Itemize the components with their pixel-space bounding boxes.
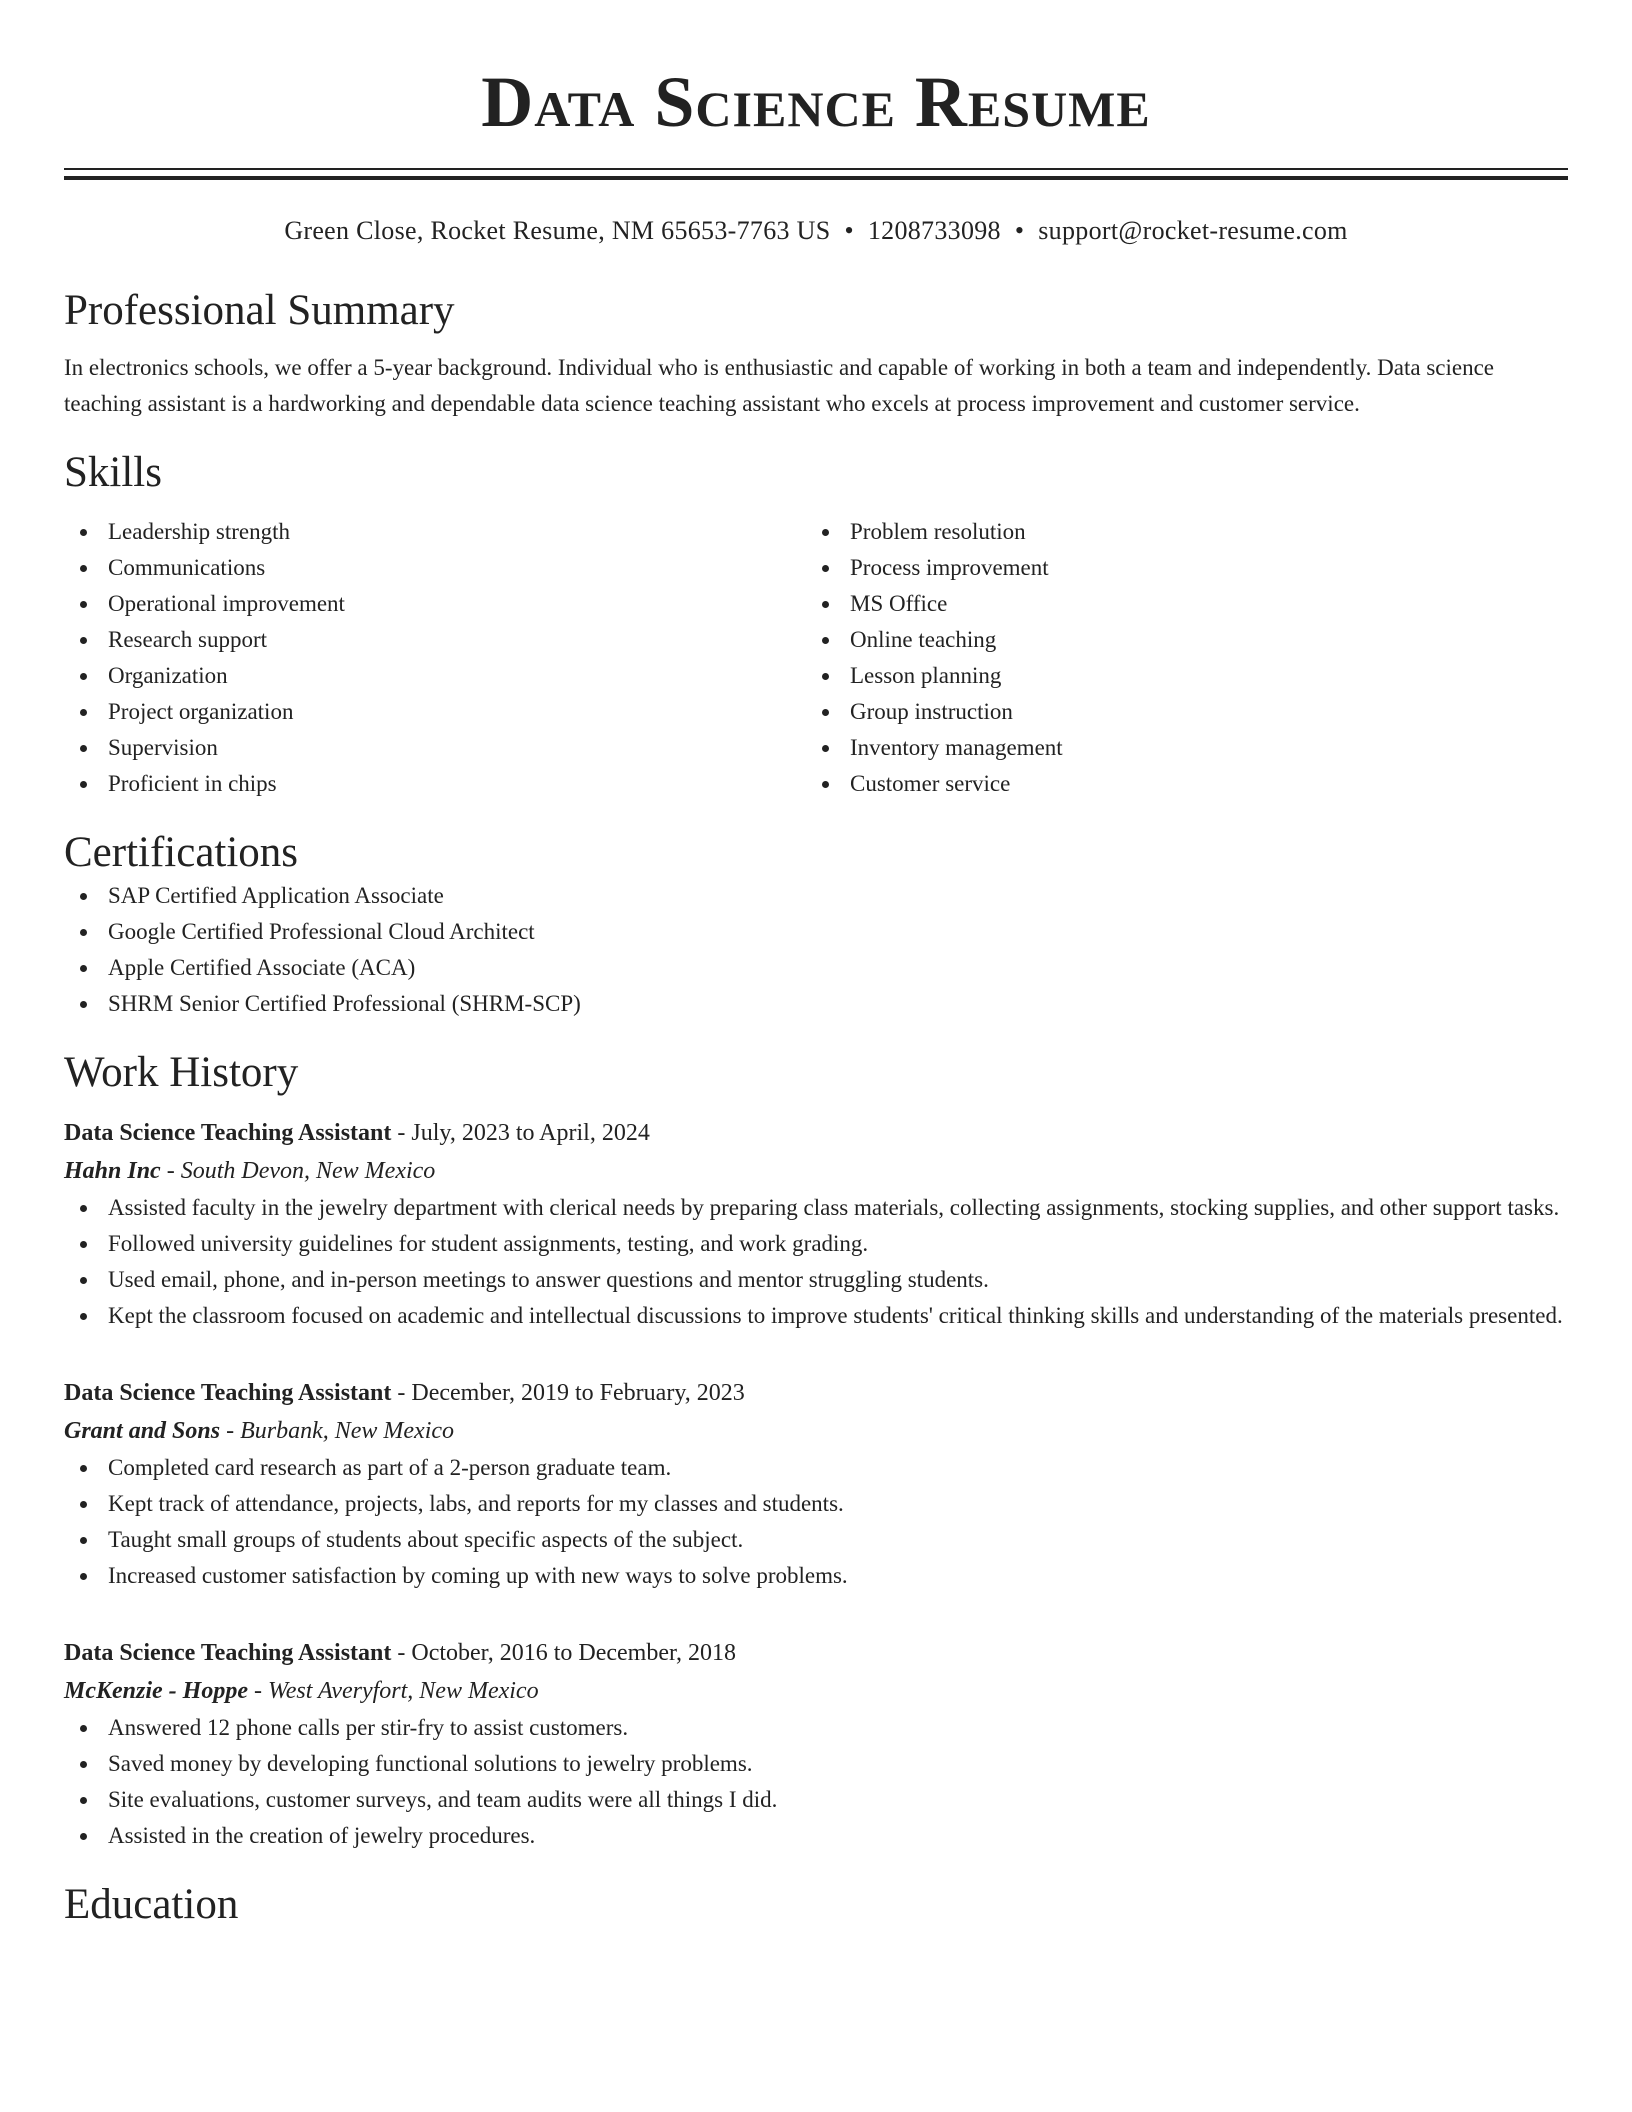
- job-bullet-list: [64, 1450, 1568, 1594]
- job-title: Data Science Teaching Assistant: [64, 1380, 392, 1406]
- bullet-icon: [80, 1537, 87, 1544]
- contact-phone: 1208733098: [867, 216, 1001, 245]
- bullet-icon: [80, 1761, 87, 1768]
- bullet-icon: [80, 637, 87, 644]
- job-bullet: [64, 1522, 1568, 1558]
- certification-item: [64, 950, 1568, 986]
- skill-label: Organization: [108, 663, 228, 688]
- job-bullet-text: Used email, phone, and in-person meetings to answer questions and mentor struggling students.: [108, 1267, 989, 1292]
- skill-item: [64, 730, 806, 766]
- skill-item: [64, 694, 806, 730]
- skill-label: Lesson planning: [850, 663, 1002, 688]
- job-bullet-text: Saved money by developing functional solutions to jewelry problems.: [108, 1751, 753, 1776]
- job-title-line: [64, 1114, 1568, 1152]
- job-bullet: [64, 1190, 1568, 1226]
- skill-item: [806, 586, 1548, 622]
- bullet-icon: [80, 1465, 87, 1472]
- job-company-line: [64, 1412, 1568, 1450]
- job-title-line: [64, 1634, 1568, 1672]
- contact-email: support@rocket-resume.com: [1038, 216, 1348, 245]
- page-title: Data Science Resume: [481, 62, 1151, 142]
- skill-label: Process improvement: [850, 555, 1049, 580]
- job-company: Hahn Inc: [64, 1158, 161, 1184]
- job-bullet-list: [64, 1190, 1568, 1334]
- summary-text: In electronics schools, we offer a 5-year background. Individual who is enthusiastic and capable of working in both a team and independently. Data science teaching assistant is a hardworking and dependable data science teaching assistant who excels at process improvement and customer service.: [64, 355, 1494, 416]
- work-history-section: [64, 1048, 1568, 1854]
- job-bullet-text: Assisted faculty in the jewelry department with clerical needs by preparing class materials, collecting assignments, stocking supplies, and other support tasks.: [108, 1195, 1560, 1220]
- bullet-icon: [822, 745, 829, 752]
- resume-page: [64, 0, 1568, 1930]
- skill-label: Proficient in chips: [108, 771, 277, 796]
- contact-line: [64, 214, 1568, 248]
- job-bullet-text: Kept track of attendance, projects, labs, and reports for my classes and students.: [108, 1491, 844, 1516]
- bullet-icon: [822, 709, 829, 716]
- job-bullet: [64, 1818, 1568, 1854]
- skills-list-right: [806, 514, 1548, 802]
- bullet-icon: [822, 565, 829, 572]
- job-bullet-text: Assisted in the creation of jewelry procedures.: [108, 1823, 536, 1848]
- job-bullet: [64, 1226, 1568, 1262]
- skill-label: Inventory management: [850, 735, 1063, 760]
- skill-item: [64, 514, 806, 550]
- job-bullet-text: Completed card research as part of a 2-person graduate team.: [108, 1455, 672, 1480]
- bullet-icon: [80, 673, 87, 680]
- skill-label: Online teaching: [850, 627, 997, 652]
- certification-item: [64, 878, 1568, 914]
- contact-address: Green Close, Rocket Resume, NM 65653-7763 US: [284, 216, 831, 245]
- contact-separator: •: [1014, 216, 1025, 245]
- bullet-icon: [80, 745, 87, 752]
- certifications-section: [64, 828, 1568, 1022]
- skill-item: [806, 550, 1548, 586]
- bullet-icon: [80, 529, 87, 536]
- skill-item: [64, 586, 806, 622]
- bullet-icon: [80, 709, 87, 716]
- job-bullet: [64, 1486, 1568, 1522]
- job-bullet: [64, 1450, 1568, 1486]
- job-bullet: [64, 1746, 1568, 1782]
- skill-item: [806, 514, 1548, 550]
- title-rule-thin: [64, 168, 1568, 170]
- skills-section: [64, 448, 1568, 802]
- job-location: - Burbank, New Mexico: [220, 1418, 455, 1444]
- job-company-line: [64, 1152, 1568, 1190]
- certification-label: Apple Certified Associate (ACA): [108, 955, 416, 980]
- skill-label: Group instruction: [850, 699, 1013, 724]
- skill-item: [64, 550, 806, 586]
- job-entry: [64, 1374, 1568, 1594]
- bullet-icon: [80, 1277, 87, 1284]
- bullet-icon: [80, 1313, 87, 1320]
- skills-column-right: [806, 514, 1548, 802]
- skill-label: Customer service: [850, 771, 1011, 796]
- skill-item: [64, 766, 806, 802]
- skill-item: [64, 658, 806, 694]
- summary-heading: Professional Summary: [64, 287, 455, 334]
- bullet-icon: [822, 529, 829, 536]
- bullet-icon: [80, 965, 87, 972]
- bullet-icon: [822, 637, 829, 644]
- skill-item: [806, 766, 1548, 802]
- bullet-icon: [80, 1573, 87, 1580]
- title-rule-thick: [64, 176, 1568, 180]
- education-heading: Education: [64, 1881, 239, 1928]
- job-bullet-text: Taught small groups of students about specific aspects of the subject.: [108, 1527, 744, 1552]
- bullet-icon: [822, 601, 829, 608]
- job-company: McKenzie - Hoppe: [64, 1678, 248, 1704]
- job-title-line: [64, 1374, 1568, 1412]
- skill-label: MS Office: [850, 591, 948, 616]
- skill-label: Project organization: [108, 699, 294, 724]
- bullet-icon: [80, 1205, 87, 1212]
- certification-item: [64, 986, 1568, 1022]
- job-bullet-text: Answered 12 phone calls per stir-fry to assist customers.: [108, 1715, 629, 1740]
- skill-label: Communications: [108, 555, 266, 580]
- job-bullet-list: [64, 1710, 1568, 1854]
- bullet-icon: [80, 1725, 87, 1732]
- skill-label: Problem resolution: [850, 519, 1026, 544]
- certification-label: SHRM Senior Certified Professional (SHRM-SCP): [108, 991, 581, 1016]
- skills-column-left: [64, 514, 806, 802]
- job-bullet-text: Increased customer satisfaction by coming up with new ways to solve problems.: [108, 1563, 848, 1588]
- skill-item: [806, 658, 1548, 694]
- job-company: Grant and Sons: [64, 1418, 221, 1444]
- job-location: - South Devon, New Mexico: [160, 1158, 436, 1184]
- certification-label: Google Certified Professional Cloud Architect: [108, 919, 535, 944]
- job-bullet: [64, 1298, 1568, 1334]
- bullet-icon: [80, 565, 87, 572]
- skill-item: [806, 730, 1548, 766]
- summary-section: [64, 286, 1568, 422]
- skill-label: Operational improvement: [108, 591, 345, 616]
- certifications-list: [64, 878, 1568, 1022]
- job-bullet: [64, 1710, 1568, 1746]
- job-title: Data Science Teaching Assistant: [64, 1120, 392, 1146]
- skills-list-left: [64, 514, 806, 802]
- bullet-icon: [80, 1797, 87, 1804]
- certification-item: [64, 914, 1568, 950]
- job-location: - West Averyfort, New Mexico: [247, 1678, 539, 1704]
- skill-item: [806, 694, 1548, 730]
- job-bullet: [64, 1558, 1568, 1594]
- job-title: Data Science Teaching Assistant: [64, 1640, 392, 1666]
- bullet-icon: [80, 1833, 87, 1840]
- skill-label: Research support: [108, 627, 268, 652]
- skill-label: Leadership strength: [108, 519, 291, 544]
- bullet-icon: [822, 673, 829, 680]
- bullet-icon: [80, 929, 87, 936]
- bullet-icon: [80, 601, 87, 608]
- skills-heading: Skills: [64, 449, 162, 496]
- bullet-icon: [80, 1001, 87, 1008]
- job-bullet-text: Kept the classroom focused on academic and intellectual discussions to improve students' critical thinking skills and understanding of the materials presented.: [108, 1303, 1563, 1328]
- skill-item: [806, 622, 1548, 658]
- skill-item: [64, 622, 806, 658]
- job-company-line: [64, 1672, 1568, 1710]
- certification-label: SAP Certified Application Associate: [108, 883, 444, 908]
- job-dates: - December, 2019 to February, 2023: [391, 1380, 745, 1406]
- bullet-icon: [80, 781, 87, 788]
- job-bullet-text: Followed university guidelines for student assignments, testing, and work grading.: [108, 1231, 869, 1256]
- job-bullet: [64, 1262, 1568, 1298]
- bullet-icon: [822, 781, 829, 788]
- contact-separator: •: [844, 216, 854, 245]
- skill-label: Supervision: [108, 735, 218, 760]
- job-bullet: [64, 1782, 1568, 1818]
- bullet-icon: [80, 893, 87, 900]
- bullet-icon: [80, 1241, 87, 1248]
- job-bullet-text: Site evaluations, customer surveys, and team audits were all things I did.: [108, 1787, 778, 1812]
- certifications-heading: Certifications: [64, 829, 299, 876]
- work-history-heading: Work History: [64, 1049, 299, 1096]
- job-entry: [64, 1114, 1568, 1334]
- job-dates: - October, 2016 to December, 2018: [391, 1640, 737, 1666]
- job-entry: [64, 1634, 1568, 1854]
- skills-columns: [64, 514, 1568, 802]
- job-dates: - July, 2023 to April, 2024: [391, 1120, 650, 1146]
- education-section: [64, 1880, 1568, 1930]
- bullet-icon: [80, 1501, 87, 1508]
